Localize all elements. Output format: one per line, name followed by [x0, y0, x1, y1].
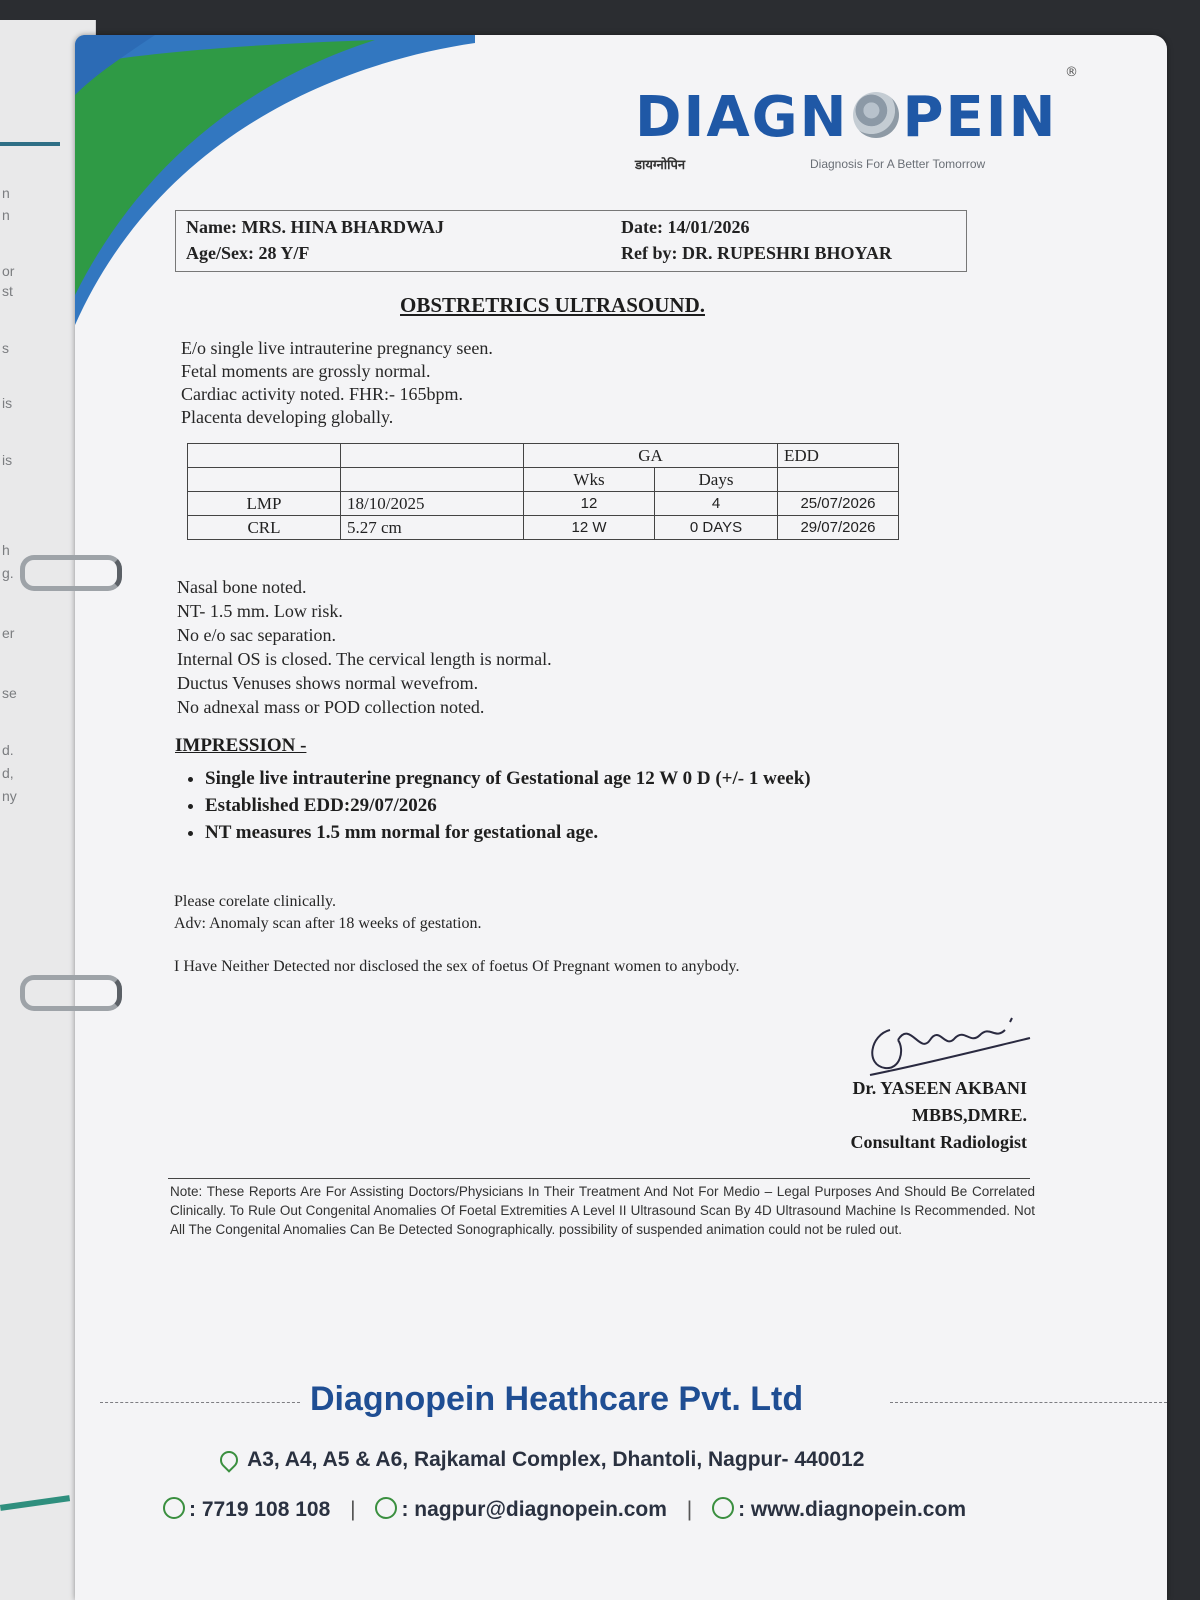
impression-heading: IMPRESSION - [175, 735, 307, 756]
doctor-designation: Consultant Radiologist [850, 1132, 1027, 1152]
finding-line: Cardiac activity noted. FHR:- 165bpm. [181, 384, 463, 404]
doctor-details [850, 1075, 1027, 1156]
report-sheet [75, 35, 1167, 1600]
doctor-degree: MBBS,DMRE. [911, 1105, 1027, 1125]
table-cell-edd: 25/07/2026 [778, 492, 899, 516]
advice-section [174, 891, 481, 935]
binder-text-fragment: or [2, 263, 15, 279]
table-row [188, 444, 899, 468]
advice-line: Please corelate clinically. [174, 893, 336, 910]
phone-icon [163, 1497, 185, 1519]
binder-stripe [0, 142, 60, 146]
table-cell-value: 5.27 cm [341, 516, 524, 540]
binder-text-fragment: er [2, 625, 15, 641]
table-cell [778, 468, 899, 492]
email-link[interactable]: : nagpur@diagnopein.com [401, 1498, 667, 1521]
binder-text-fragment: d, [2, 765, 14, 781]
contact-separator: | [686, 1498, 693, 1521]
address-text: A3, A4, A5 & A6, Rajkamal Complex, Dhantoli, Nagpur- 440012 [247, 1448, 865, 1471]
company-address [220, 1448, 864, 1472]
brand-wordmark [635, 85, 1058, 150]
binder-text-fragment: d. [2, 742, 14, 758]
table-header-wks: Wks [524, 468, 655, 492]
gestational-age-table [187, 443, 899, 540]
table-cell [341, 444, 524, 468]
impression-list [183, 765, 811, 846]
dotted-divider [890, 1402, 1167, 1403]
dotted-divider [100, 1402, 300, 1403]
finding-line: Placenta developing globally. [181, 407, 394, 427]
location-pin-icon [216, 1447, 241, 1472]
binder-text-fragment: ny [2, 788, 17, 804]
table-cell-wks: 12 W [524, 516, 655, 540]
table-row-label: LMP [188, 492, 341, 516]
findings-section-2 [177, 575, 552, 719]
finding-line: Ductus Venuses shows normal wevefrom. [177, 673, 479, 693]
brand-logo [635, 65, 1080, 205]
binder-text-fragment: g. [2, 565, 14, 581]
company-name: Diagnopein Heathcare Pvt. Ltd [310, 1380, 804, 1418]
note-divider [168, 1178, 1030, 1179]
table-row [188, 492, 899, 516]
sex-declaration [174, 955, 739, 978]
finding-line: Fetal moments are grossly normal. [181, 361, 431, 381]
finding-line: No e/o sac separation. [177, 625, 336, 645]
advice-line: Adv: Anomaly scan after 18 weeks of gestation. [174, 915, 482, 932]
binder-text-fragment: s [2, 340, 9, 356]
header-swoosh-graphic [75, 35, 475, 335]
patient-age-sex: Age/Sex: 28 Y/F [186, 243, 310, 263]
table-header-days: Days [655, 468, 778, 492]
finding-line: NT- 1.5 mm. Low risk. [177, 601, 343, 621]
declaration-text: I Have Neither Detected nor disclosed the sex of foetus Of Pregnant women to anybody. [174, 958, 740, 975]
impression-item: • Single live intrauterine pregnancy of Gestational age 12 W 0 D (+/- 1 week) [205, 765, 811, 792]
table-row [188, 516, 899, 540]
globe-icon [712, 1497, 734, 1519]
table-cell-days: 0 DAYS [655, 516, 778, 540]
globe-icon [853, 92, 899, 138]
finding-line: No adnexal mass or POD collection noted. [177, 697, 485, 717]
registered-mark: ® [1065, 65, 1078, 80]
binder-text-fragment: h [2, 542, 10, 558]
brand-wordmark-part2: PEIN [902, 85, 1058, 150]
website-link[interactable]: : www.diagnopein.com [738, 1498, 966, 1521]
brand-tagline: Diagnosis For A Better Tomorrow [810, 157, 986, 171]
binder-accent [0, 1495, 70, 1511]
table-header-ga: GA [524, 444, 778, 468]
patient-name: Name: MRS. HINA BHARDWAJ [186, 217, 444, 237]
impression-item: • Established EDD:29/07/2026 [205, 792, 811, 819]
binder-text-fragment: n [2, 207, 10, 223]
report-title: OBSTRETRICS ULTRASOUND. [400, 293, 705, 317]
binder-text-fragment: se [2, 685, 17, 701]
table-cell [188, 468, 341, 492]
table-cell-days: 4 [655, 492, 778, 516]
finding-line: E/o single live intrauterine pregnancy seen. [181, 338, 493, 358]
table-cell-edd: 29/07/2026 [778, 516, 899, 540]
binder-text-fragment: n [2, 185, 10, 201]
doctor-signature [860, 1010, 1040, 1080]
table-header-edd: EDD [778, 444, 899, 468]
table-cell-value: 18/10/2025 [341, 492, 524, 516]
report-date: Date: 14/01/2026 [621, 217, 750, 237]
brand-wordmark-part1: DIAGN [635, 85, 849, 150]
company-contacts [163, 1497, 966, 1522]
binder-text-fragment: is [2, 452, 13, 468]
referring-doctor: Ref by: DR. RUPESHRI BHOYAR [621, 243, 892, 263]
email-icon [375, 1497, 397, 1519]
disclaimer-note: Note: These Reports Are For Assisting Doctors/Physicians In Their Treatment And Not For Medio – Legal Purposes And Should Be Correlated Clinically. To Rule Out Congenital Anomalies Of Foetal Extremities A Level II Ultrasound Scan By 4D Ultrasound Machine Is Recommended. Not All The Congenital Anomalies Can Be Detected Sonographically. possibility of suspended animation could not be ruled out. [170, 1184, 1035, 1237]
table-row [188, 468, 899, 492]
impression-item: • NT measures 1.5 mm normal for gestational age. [205, 819, 811, 846]
finding-line: Nasal bone noted. [177, 577, 307, 597]
patient-info-box [175, 210, 967, 272]
phone-number: : 7719 108 108 [189, 1498, 331, 1521]
table-cell [188, 444, 341, 468]
brand-hindi-name: डायग्नोपिन [635, 158, 686, 173]
findings-section-1 [181, 337, 493, 429]
table-cell-wks: 12 [524, 492, 655, 516]
table-cell [341, 468, 524, 492]
finding-line: Internal OS is closed. The cervical length is normal. [177, 649, 552, 669]
footer-company [75, 1380, 1167, 1420]
binder-text-fragment: st [2, 283, 13, 299]
contact-separator: | [350, 1498, 356, 1521]
binder-text-fragment: is [2, 395, 13, 411]
table-row-label: CRL [188, 516, 341, 540]
binder-ring [20, 555, 122, 591]
binder-ring [20, 975, 122, 1011]
doctor-name: Dr. YASEEN AKBANI [852, 1078, 1027, 1098]
